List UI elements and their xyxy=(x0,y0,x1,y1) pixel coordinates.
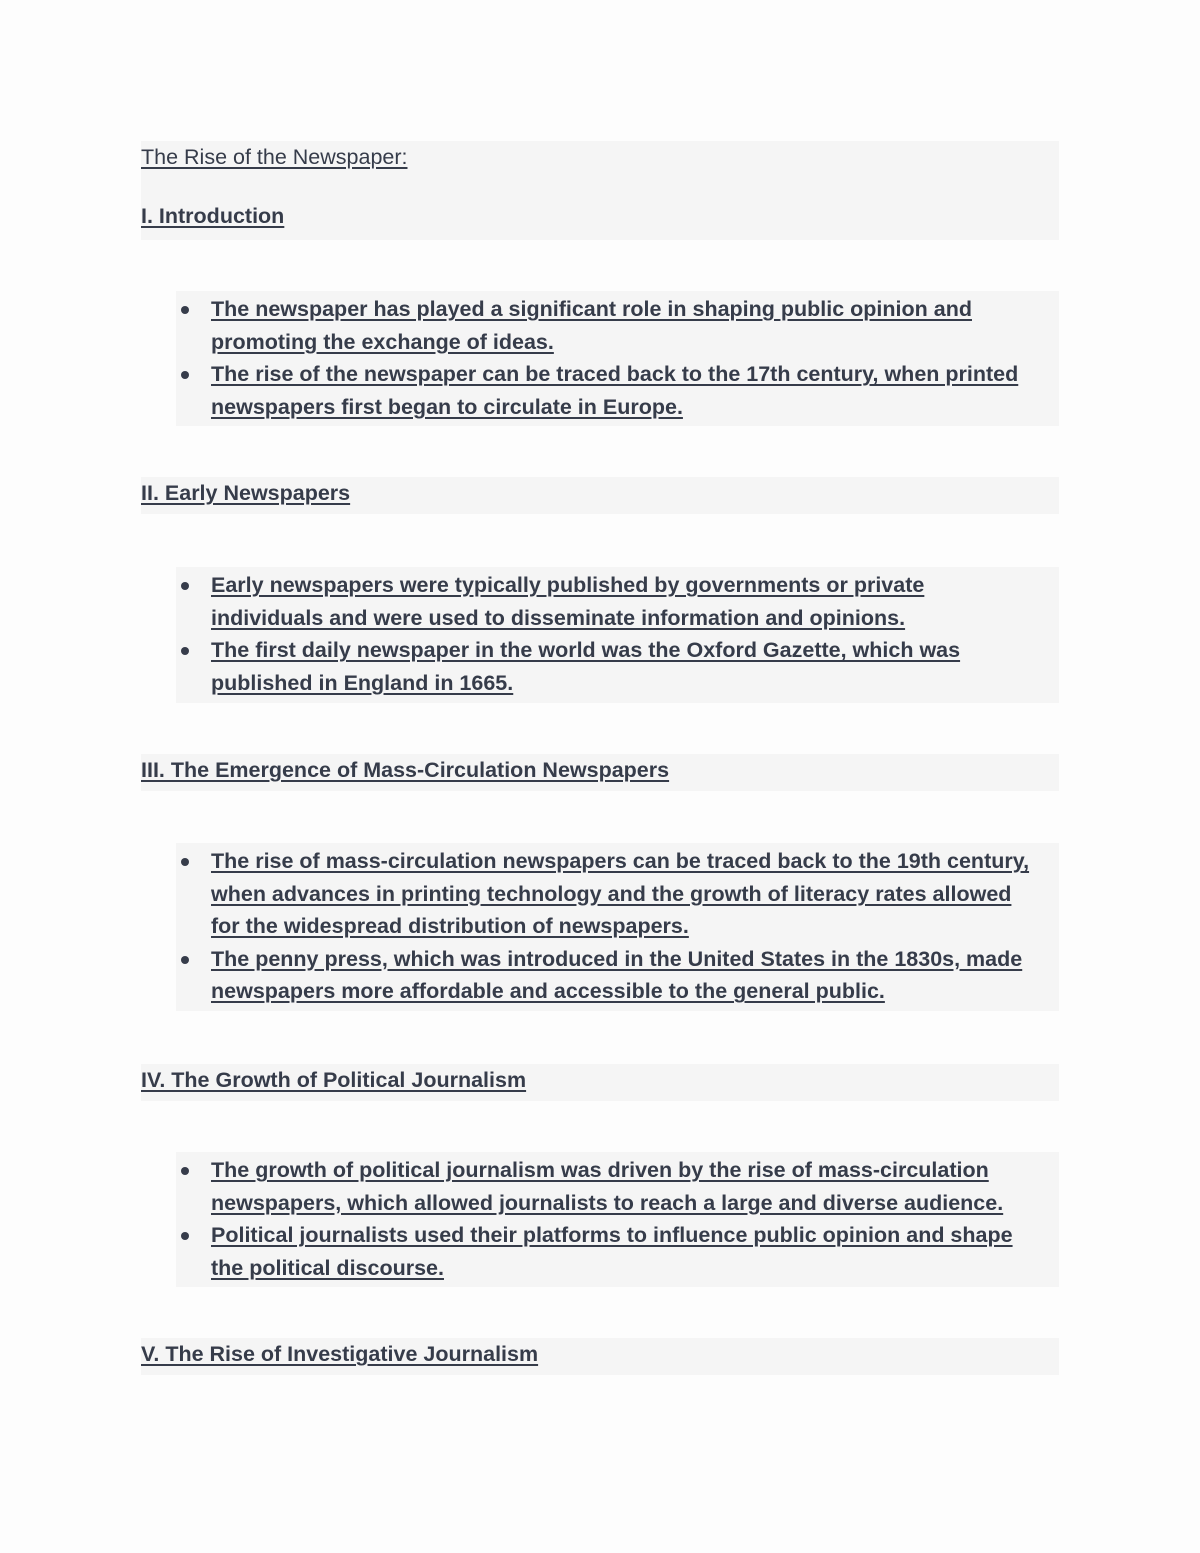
list-item-text: newspapers more affordable and accessible to the general public. xyxy=(211,979,885,1004)
list-item-text: individuals and were used to disseminate information and opinions. xyxy=(211,605,906,630)
section-list-4 xyxy=(176,1152,1059,1287)
list-item xyxy=(176,293,1059,358)
list-item-text: The penny press, which was introduced in the United States in the 1830s, made xyxy=(211,946,1023,971)
section-heading-2: II. Early Newspapers xyxy=(141,481,351,505)
section-heading-block-3 xyxy=(141,754,1059,791)
list-item-text: for the widespread distribution of newspapers. xyxy=(211,914,689,939)
title-block xyxy=(141,141,1059,240)
bullet-icon xyxy=(181,1167,189,1175)
list-item-text: The growth of political journalism was driven by the rise of mass-circulation xyxy=(211,1158,989,1182)
list-item-text: promoting the exchange of ideas. xyxy=(211,329,554,354)
section-heading-block-5 xyxy=(141,1338,1059,1375)
list-item-text: the political discourse. xyxy=(211,1255,444,1280)
list-item-text: The newspaper has played a significant role in shaping public opinion and xyxy=(211,297,972,321)
list-item-text: The rise of the newspaper can be traced back to the 17th century, when printed xyxy=(211,362,1019,387)
bullet-icon xyxy=(181,306,189,314)
section-heading-1: I. Introduction xyxy=(141,204,285,228)
section-list-1 xyxy=(176,291,1059,426)
list-item xyxy=(176,569,1059,634)
bullet-icon xyxy=(181,371,189,379)
list-item xyxy=(176,1154,1059,1219)
bullet-icon xyxy=(181,647,189,655)
section-heading-block-4 xyxy=(141,1064,1059,1101)
list-item xyxy=(176,943,1059,1008)
section-heading-5: V. The Rise of Investigative Journalism xyxy=(141,1342,539,1366)
list-item xyxy=(176,634,1059,699)
list-item-text: when advances in printing technology and the growth of literacy rates allowed xyxy=(211,881,1012,906)
section-list-3 xyxy=(176,843,1059,1011)
bullet-icon xyxy=(181,956,189,964)
list-item-text: The first daily newspaper in the world was the Oxford Gazette, which was xyxy=(211,638,961,663)
list-item-text: newspapers, which allowed journalists to reach a large and diverse audience. xyxy=(211,1190,1004,1215)
list-item xyxy=(176,1219,1059,1284)
bullet-icon xyxy=(181,858,189,866)
section-heading-4: IV. The Growth of Political Journalism xyxy=(141,1068,527,1092)
bullet-icon xyxy=(181,582,189,590)
list-item-text: Political journalists used their platforms to influence public opinion and shape xyxy=(211,1223,1013,1248)
section-heading-block-2 xyxy=(141,477,1059,514)
list-item xyxy=(176,358,1059,423)
list-item-text: Early newspapers were typically published by governments or private xyxy=(211,573,925,597)
document-title: The Rise of the Newspaper: xyxy=(141,145,408,169)
list-item-text: published in England in 1665. xyxy=(211,670,514,695)
list-item-text: newspapers first began to circulate in Europe. xyxy=(211,394,683,419)
section-list-2 xyxy=(176,567,1059,703)
list-item xyxy=(176,845,1059,943)
list-item-text: The rise of mass-circulation newspapers can be traced back to the 19th century, xyxy=(211,849,1030,873)
bullet-icon xyxy=(181,1232,189,1240)
section-heading-3: III. The Emergence of Mass-Circulation Newspapers xyxy=(141,758,670,782)
